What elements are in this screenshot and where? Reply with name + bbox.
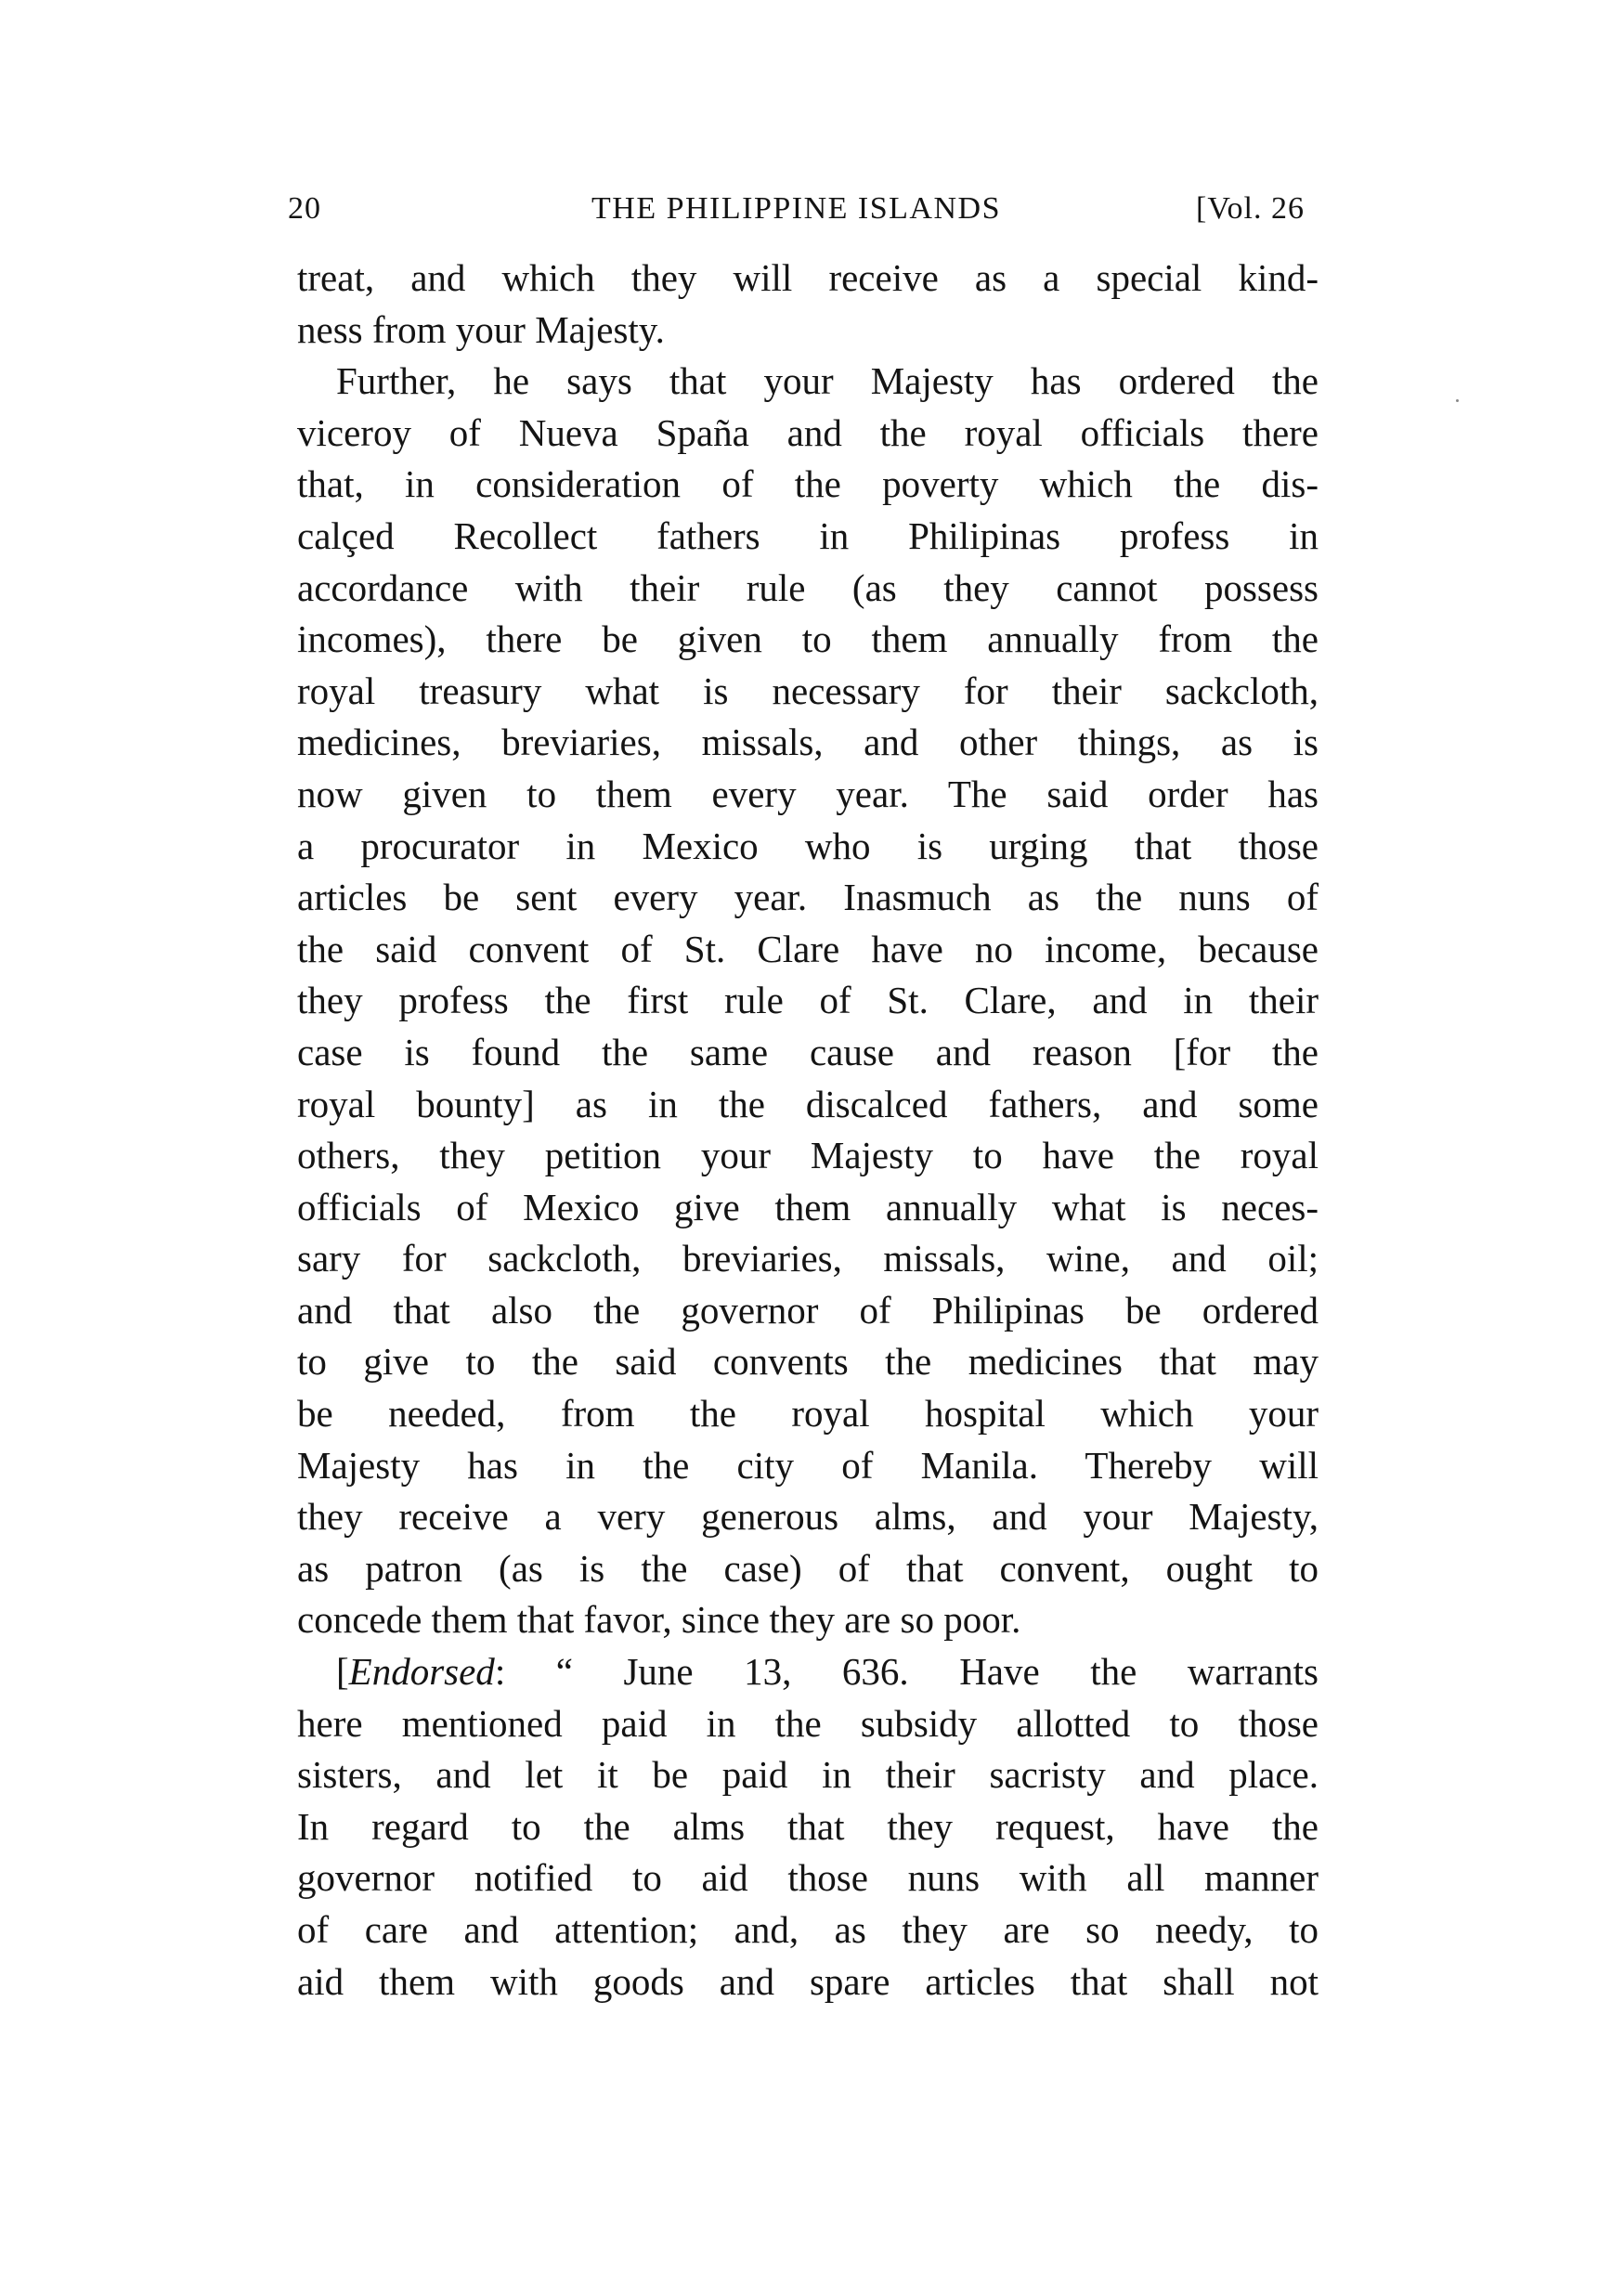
text-line: viceroy of Nueva Spaña and the royal officials there xyxy=(297,410,1319,454)
text-line: ness from your Majesty. xyxy=(297,307,665,351)
text-line: concede them that favor, since they are so poor. xyxy=(297,1598,1021,1642)
text-line: accordance with their rule (as they cannot possess xyxy=(297,565,1319,609)
text-line: aid them with goods and spare articles that shall not xyxy=(297,1959,1319,2003)
running-title: THE PHILIPPINE ISLANDS xyxy=(591,191,1001,226)
text-line: officials of Mexico give them annually what is neces- xyxy=(297,1185,1319,1228)
text-line: a procurator in Mexico who is urging that those xyxy=(297,824,1319,867)
endorsement-line xyxy=(297,1646,1319,1698)
text-line: here mentioned paid in the subsidy allotted to those xyxy=(297,1701,1319,1745)
text-line: of care and attention; and, as they are so needy, to xyxy=(297,1908,1319,1951)
text-line: medicines, breviaries, missals, and other things, as is xyxy=(297,721,1319,764)
text-line: governor notified to aid those nuns with all manner xyxy=(297,1856,1319,1900)
text-line: that, in consideration of the poverty which the dis- xyxy=(297,462,1319,506)
text-line: be needed, from the royal hospital which your xyxy=(297,1392,1319,1436)
endorsement-text: : “ June 13, 636. Have the warrants xyxy=(494,1650,1319,1694)
endorsement-open-bracket: [ xyxy=(336,1650,349,1694)
text-line: they receive a very generous alms, and your Majesty, xyxy=(297,1495,1319,1539)
text-line: sisters, and let it be paid in their sacristy and place. xyxy=(297,1753,1319,1797)
text-line: as patron (as is the case) of that convent, ought to xyxy=(297,1546,1319,1590)
stray-ink-mark xyxy=(1456,399,1459,402)
text-line: In regard to the alms that they request, have the xyxy=(297,1804,1319,1848)
text-line: others, they petition your Majesty to have the royal xyxy=(297,1134,1319,1177)
body-text xyxy=(297,253,1319,2008)
text-line: articles be sent every year. Inasmuch as the nuns of xyxy=(297,876,1319,919)
text-line: sary for sackcloth, breviaries, missals, wine, and oil; xyxy=(297,1237,1319,1280)
text-line: Majesty has in the city of Manila. Thereby will xyxy=(297,1443,1319,1487)
running-head xyxy=(288,181,1305,237)
text-line: and that also the governor of Philipinas be ordered xyxy=(297,1288,1319,1332)
text-line: royal bounty] as in the discalced fathers, and some xyxy=(297,1082,1319,1125)
text-line: royal treasury what is necessary for their sackcloth, xyxy=(297,669,1319,712)
text-line: to give to the said convents the medicines that may xyxy=(297,1340,1319,1384)
text-line: incomes), there be given to them annually from the xyxy=(297,617,1319,661)
page-number: 20 xyxy=(288,191,321,226)
paragraph-start-line: Further, he says that your Majesty has ordered the xyxy=(336,359,1319,403)
text-line: treat, and which they will receive as a special kind- xyxy=(297,256,1319,299)
endorsement-label: Endorsed xyxy=(348,1650,495,1694)
text-line: the said convent of St. Clare have no income, because xyxy=(297,927,1319,970)
text-line: calçed Recollect fathers in Philipinas profess in xyxy=(297,513,1319,557)
text-line: now given to them every year. The said order has xyxy=(297,772,1319,815)
volume-label: [Vol. 26 xyxy=(1196,191,1305,226)
text-line: they profess the first rule of St. Clare, and in their xyxy=(297,979,1319,1022)
text-line: case is found the same cause and reason [for the xyxy=(297,1030,1319,1073)
